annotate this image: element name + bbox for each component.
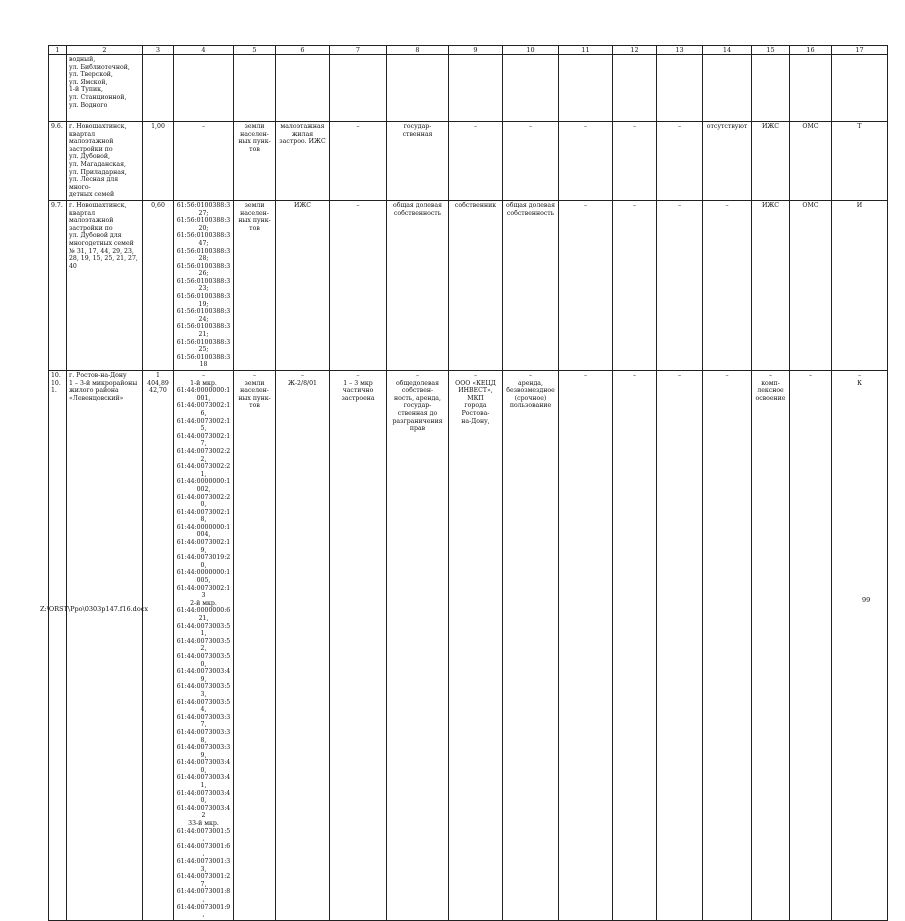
table-row [49, 200, 888, 370]
table-cell: 0,60 [143, 200, 174, 370]
table-cell [657, 55, 703, 122]
table-cell: 1 404,89 42,70 [143, 371, 174, 921]
column-number-14: 14 [703, 46, 752, 55]
column-number-6: 6 [276, 46, 330, 55]
column-number-11: 11 [559, 46, 613, 55]
table-cell: – [330, 200, 387, 370]
table-cell: – Ж-2/8/01 [276, 371, 330, 921]
table-cell: водный, ул. Библиотечной, ул. Тверской, ул. Ямской, 1-й Тупик, ул. Станционной, ул. Водного [67, 55, 143, 122]
table-cell [49, 55, 67, 122]
table-cell: – [330, 122, 387, 201]
column-number-9: 9 [449, 46, 503, 55]
table-cell: 10. 10.1. [49, 371, 67, 921]
table-cell [752, 55, 790, 122]
column-number-7: 7 [330, 46, 387, 55]
table-cell: – [174, 122, 234, 201]
table-cell [174, 55, 234, 122]
table-cell: общая долевая собственность [387, 200, 449, 370]
table-cell: – [703, 371, 752, 921]
column-number-15: 15 [752, 46, 790, 55]
table-cell: общая долевая собственность [503, 200, 559, 370]
column-number-4: 4 [174, 46, 234, 55]
table-cell: И [832, 200, 888, 370]
table-cell [559, 55, 613, 122]
table-cell: 61:56:0100388:327; 61:56:0100388:320; 61:56:0100388:347; 61:56:0100388:328; 61:56:0100388:326; 61:56:0100388:323; 61:56:0100388:319; 61:56:0100388:324; 61:56:0100388:321; 61:56:0100388:325; 61:56:0100388:318 [174, 200, 234, 370]
table-cell: – 1 – 3 мкр частично застроена [330, 371, 387, 921]
table-row [49, 371, 888, 921]
table-cell: малоэтажная жилая застроо. ИЖС [276, 122, 330, 201]
table-cell: – [657, 122, 703, 201]
document-file-path: Z:\ORST\Ppo\0303p147.f16.docx [40, 605, 149, 613]
table-cell: 1,00 [143, 122, 174, 201]
column-number-2: 2 [67, 46, 143, 55]
table-cell: Т [832, 122, 888, 201]
table-cell: – [790, 371, 832, 921]
column-number-5: 5 [234, 46, 276, 55]
table-cell: ОМС [790, 200, 832, 370]
table-cell: – [559, 200, 613, 370]
table-cell: – земли населен- ных пунк- тов [234, 371, 276, 921]
table-cell [790, 55, 832, 122]
table-cell: – аренда, безвозмездное (срочное) пользование [503, 371, 559, 921]
table-cell: – К [832, 371, 888, 921]
table-cell: – [703, 200, 752, 370]
column-number-header-row [49, 46, 888, 55]
table-cell: – [559, 371, 613, 921]
table-cell: ОМС [790, 122, 832, 201]
table-cell: земли населен- ных пунк- тов [234, 122, 276, 201]
table-cell [143, 55, 174, 122]
table-cell: – [449, 122, 503, 201]
column-number-13: 13 [657, 46, 703, 55]
table-cell: г. Ростов-на-Дону 1 – 3-й микрорайоны жилого района «Левенцовский» [67, 371, 143, 921]
table-cell: земли населен- ных пунк- тов [234, 200, 276, 370]
table-cell: – [613, 371, 657, 921]
table-cell: ИЖС [276, 200, 330, 370]
table-cell: – комп- лексное освоение [752, 371, 790, 921]
table-cell: отсутствуют [703, 122, 752, 201]
table-cell [503, 55, 559, 122]
table-cell: ИЖС [752, 122, 790, 201]
table-cell: – общедолевая собствен- ность, аренда, государ- ственная до разграничения прав [387, 371, 449, 921]
table-cell: 9.7. [49, 200, 67, 370]
table-cell [613, 55, 657, 122]
table-cell [234, 55, 276, 122]
table-cell: ИЖС [752, 200, 790, 370]
table-cell: г. Новошахтинск, квартал малоэтажной застройки по ул. Дубовой, ул. Магаданская, ул. Приладарная, ул. Лесная для много- детных семей [67, 122, 143, 201]
table-cell: – [503, 122, 559, 201]
table-cell: собственник [449, 200, 503, 370]
table-cell [330, 55, 387, 122]
page-number: 99 [862, 596, 871, 604]
table-cell [387, 55, 449, 122]
table-cell: – [613, 122, 657, 201]
land-plots-table [48, 45, 888, 921]
table-cell: 9.6. [49, 122, 67, 201]
table-cell: – [613, 200, 657, 370]
table-cell [449, 55, 503, 122]
table-cell [832, 55, 888, 122]
column-number-8: 8 [387, 46, 449, 55]
column-number-12: 12 [613, 46, 657, 55]
table-cell: – ООО «КЕЦД ИНВЕСТ», МКП города Ростова- на-Дону, [449, 371, 503, 921]
table-cell [276, 55, 330, 122]
column-number-3: 3 [143, 46, 174, 55]
table-row [49, 122, 888, 201]
table-row [49, 55, 888, 122]
table-cell: государ- ственная [387, 122, 449, 201]
column-number-10: 10 [503, 46, 559, 55]
table-cell: – [657, 200, 703, 370]
column-number-16: 16 [790, 46, 832, 55]
table-cell: – 1-й мкр. 61:44:0000000:1001, 61:44:0073002:16, 61:44:0073002:15, 61:44:0073002:17, 61:44:0073002:22, 61:44:0073002:21, 61:44:0000000:1002, 61:44:0073002:20, 61:44:0073002:18, 61:44:0000000:1004, 61:44:0073002:19, 61:44:0073019:20, 61:44:0000000:1005, 61:44:0073002:13 2-й мкр. 61:44:0000000:621, 61:44:0073003:51, 61:44:0073003:52, 61:44:0073003:50, 61:44:0073003:49, 61:44:0073003:53, 61:44:0073003:54, 61:44:0073003:37, 61:44:0073003:38, 61:44:0073003:39, 61:44:0073003:40, 61:44:0073003:41, 61:44:0073003:40, 61:44:0073003:42 33-й мкр. 61:44:0073001:5, 61:44:0073001:6, 61:44:0073001:33, 61:44:0073001:27, 61:44:0073001:8, 61:44:0073001:9, [174, 371, 234, 921]
column-number-17: 17 [832, 46, 888, 55]
table-cell [703, 55, 752, 122]
column-number-1: 1 [49, 46, 67, 55]
table-cell: г. Новошахтинск, квартал малоэтажной застройки по ул. Дубовой для многодетных семей № 31, 17, 44, 29, 23, 28, 19, 15, 25, 21, 27, 40 [67, 200, 143, 370]
table-cell: – [657, 371, 703, 921]
table-cell: – [559, 122, 613, 201]
